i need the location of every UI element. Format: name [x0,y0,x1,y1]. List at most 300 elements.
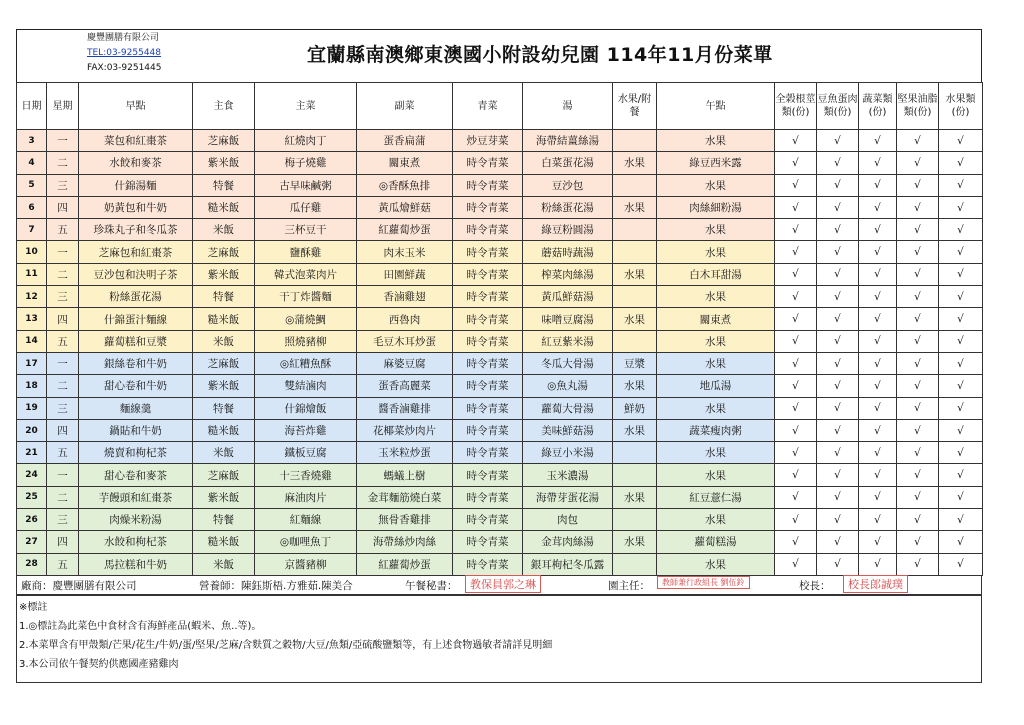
side-dish-cell: 西魯肉 [357,308,453,330]
company-tel[interactable]: TEL:03-9255448 [87,48,162,58]
portion-check-cell: √ [775,397,817,419]
fruit-cell [613,130,657,152]
portion-check-cell: √ [859,509,897,531]
vendor-label: 廠商：慶豐團膳有限公司 [21,579,137,592]
weekday-cell: 四 [47,308,79,330]
portion-check-cell: √ [897,130,939,152]
soup-cell: 榨菜肉絲湯 [523,263,613,285]
side-dish-cell: 玉米粒炒蛋 [357,442,453,464]
portion-check-cell: √ [897,486,939,508]
portion-check-cell: √ [939,174,983,196]
portion-check-cell: √ [859,442,897,464]
soup-cell: 綠豆小米湯 [523,442,613,464]
portion-check-cell: √ [859,308,897,330]
portion-check-cell: √ [859,219,897,241]
fruit-cell: 鮮奶 [613,397,657,419]
afternoon-snack-cell: 水果 [657,509,775,531]
staple-cell: 米飯 [193,553,255,575]
vegetable-cell: 時令青菜 [453,397,523,419]
portion-check-cell: √ [817,553,859,575]
page-title: 宜蘭縣南澳鄉東澳國小附設幼兒園 114年11月份菜單 [307,44,773,66]
soup-cell: 紅豆紫米湯 [523,330,613,352]
portion-check-cell: √ [859,397,897,419]
vegetable-cell: 時令青菜 [453,486,523,508]
portion-check-cell: √ [859,174,897,196]
weekday-cell: 三 [47,174,79,196]
column-header: 副菜 [357,83,453,130]
side-dish-cell: 紅蘿蔔炒蛋 [357,553,453,575]
main-dish-cell: 鐵板豆腐 [255,442,357,464]
table-row [17,464,983,486]
portion-check-cell: √ [897,464,939,486]
main-dish-cell: 梅子燒雞 [255,152,357,174]
date-cell: 11 [17,263,47,285]
weekday-cell: 三 [47,286,79,308]
sheet-header [16,29,982,82]
staple-cell: 紫米飯 [193,152,255,174]
side-dish-cell: 田園鮮蔬 [357,263,453,285]
breakfast-cell: 甜心卷和麥茶 [79,464,193,486]
portion-check-cell: √ [939,375,983,397]
staple-cell: 糙米飯 [193,196,255,218]
portion-check-cell: √ [775,308,817,330]
date-cell: 27 [17,531,47,553]
weekday-cell: 三 [47,397,79,419]
portion-check-cell: √ [859,419,897,441]
weekday-cell: 四 [47,196,79,218]
portion-check-cell: √ [859,352,897,374]
portion-check-cell: √ [817,219,859,241]
side-dish-cell: 關東煮 [357,152,453,174]
date-cell: 14 [17,330,47,352]
table-row [17,152,983,174]
weekday-cell: 一 [47,352,79,374]
main-dish-cell: ◎咖哩魚丁 [255,531,357,553]
side-dish-cell: 肉末玉米 [357,241,453,263]
director-stamp: 教師兼行政組長 劉伍鈴 [657,576,750,589]
table-body [17,130,983,576]
company-name: 慶豐團膳有限公司 [87,33,160,43]
main-dish-cell: 雙結滷肉 [255,375,357,397]
date-cell: 13 [17,308,47,330]
afternoon-snack-cell: 蔬菜瘦肉粥 [657,419,775,441]
staple-cell: 米飯 [193,219,255,241]
portion-check-cell: √ [897,509,939,531]
breakfast-cell: 豆沙包和決明子茶 [79,263,193,285]
portion-check-cell: √ [775,196,817,218]
table-row [17,263,983,285]
portion-check-cell: √ [775,553,817,575]
vegetable-cell: 時令青菜 [453,308,523,330]
portion-check-cell: √ [817,174,859,196]
fruit-cell [613,464,657,486]
staple-cell: 特餐 [193,397,255,419]
breakfast-cell: 蘿蔔糕和豆漿 [79,330,193,352]
staple-cell: 糙米飯 [193,419,255,441]
date-cell: 12 [17,286,47,308]
weekday-cell: 二 [47,486,79,508]
table-row [17,486,983,508]
fruit-cell [613,174,657,196]
portion-check-cell: √ [939,241,983,263]
main-dish-cell: 照燒豬柳 [255,330,357,352]
table-row [17,130,983,152]
vegetable-cell: 時令青菜 [453,419,523,441]
fruit-cell [613,553,657,575]
portion-check-cell: √ [817,442,859,464]
table-row [17,531,983,553]
staple-cell: 芝麻飯 [193,464,255,486]
afternoon-snack-cell: 水果 [657,352,775,374]
dietitian-label: 營養師：陳鈺斯梧.方雅茹.陳美合 [199,579,353,592]
portion-check-cell: √ [897,531,939,553]
main-dish-cell: 古早味鹹粥 [255,174,357,196]
staple-cell: 糙米飯 [193,531,255,553]
side-dish-cell: 花椰菜炒肉片 [357,419,453,441]
vegetable-cell: 時令青菜 [453,531,523,553]
afternoon-snack-cell: 水果 [657,553,775,575]
soup-cell: 冬瓜大骨湯 [523,352,613,374]
weekday-cell: 四 [47,419,79,441]
side-dish-cell: 黃瓜燴鮮菇 [357,196,453,218]
portion-check-cell: √ [817,286,859,308]
vegetable-cell: 時令青菜 [453,375,523,397]
signature-row [16,576,982,595]
fruit-cell [613,442,657,464]
portion-check-cell: √ [939,531,983,553]
soup-cell: ◎魚丸湯 [523,375,613,397]
portion-check-cell: √ [775,531,817,553]
afternoon-snack-cell: 肉絲細粉湯 [657,196,775,218]
portion-check-cell: √ [817,419,859,441]
breakfast-cell: 肉燥米粉湯 [79,509,193,531]
fruit-cell: 水果 [613,152,657,174]
portion-check-cell: √ [939,308,983,330]
portion-check-cell: √ [775,219,817,241]
table-row [17,553,983,575]
afternoon-snack-cell: 蘿蔔糕湯 [657,531,775,553]
vegetable-cell: 時令青菜 [453,509,523,531]
table-row [17,419,983,441]
soup-cell: 白菜蛋花湯 [523,152,613,174]
side-dish-cell: 金茸麵筋燒白菜 [357,486,453,508]
date-cell: 18 [17,375,47,397]
portion-check-cell: √ [775,419,817,441]
breakfast-cell: 燒賣和枸杞茶 [79,442,193,464]
weekday-cell: 一 [47,241,79,263]
main-dish-cell: 紅燒肉丁 [255,130,357,152]
portion-check-cell: √ [897,442,939,464]
portion-check-cell: √ [939,196,983,218]
staple-cell: 特餐 [193,286,255,308]
portion-check-cell: √ [817,263,859,285]
staple-cell: 糙米飯 [193,308,255,330]
breakfast-cell: 麵線羹 [79,397,193,419]
weekday-cell: 三 [47,509,79,531]
date-cell: 26 [17,509,47,531]
table-row [17,352,983,374]
breakfast-cell: 馬拉糕和牛奶 [79,553,193,575]
portion-check-cell: √ [939,553,983,575]
staple-cell: 米飯 [193,442,255,464]
portion-check-cell: √ [897,397,939,419]
side-dish-cell: 螞蟻上樹 [357,464,453,486]
side-dish-cell: 麻婆豆腐 [357,352,453,374]
breakfast-cell: 芝麻包和紅棗茶 [79,241,193,263]
table-row [17,219,983,241]
secretary-label: 午餐秘書： [405,579,458,592]
portion-check-cell: √ [817,352,859,374]
staple-cell: 紫米飯 [193,263,255,285]
portion-check-cell: √ [817,196,859,218]
portion-check-cell: √ [939,219,983,241]
staple-cell: 紫米飯 [193,486,255,508]
portion-check-cell: √ [775,352,817,374]
portion-check-cell: √ [859,553,897,575]
afternoon-snack-cell: 水果 [657,397,775,419]
weekday-cell: 二 [47,152,79,174]
date-cell: 5 [17,174,47,196]
column-header: 堅果油脂類(份) [897,83,939,130]
main-dish-cell: 麻油肉片 [255,486,357,508]
portion-check-cell: √ [939,352,983,374]
portion-check-cell: √ [775,509,817,531]
soup-cell: 蘑菇時蔬湯 [523,241,613,263]
note-3: 3.本公司依午餐契約供應國產豬雞肉 [19,658,179,670]
date-cell: 17 [17,352,47,374]
company-fax: FAX:03-9251445 [87,63,162,73]
staple-cell: 紫米飯 [193,375,255,397]
portion-check-cell: √ [897,174,939,196]
soup-cell: 銀耳枸杞冬瓜露 [523,553,613,575]
column-header: 主菜 [255,83,357,130]
vegetable-cell: 時令青菜 [453,464,523,486]
director-label: 園主任： [608,579,650,592]
date-cell: 20 [17,419,47,441]
table-row [17,375,983,397]
company-info [87,31,162,76]
column-header: 湯 [523,83,613,130]
staple-cell: 芝麻飯 [193,241,255,263]
weekday-cell: 一 [47,130,79,152]
table-row [17,174,983,196]
portion-check-cell: √ [897,308,939,330]
portion-check-cell: √ [775,241,817,263]
date-cell: 10 [17,241,47,263]
side-dish-cell: 海帶絲炒肉絲 [357,531,453,553]
main-dish-cell: 干丁炸醬麵 [255,286,357,308]
portion-check-cell: √ [897,241,939,263]
portion-check-cell: √ [775,152,817,174]
soup-cell: 肉包 [523,509,613,531]
side-dish-cell: ◎香酥魚排 [357,174,453,196]
portion-check-cell: √ [775,174,817,196]
portion-check-cell: √ [775,286,817,308]
portion-check-cell: √ [775,486,817,508]
date-cell: 6 [17,196,47,218]
fruit-cell [613,219,657,241]
portion-check-cell: √ [939,486,983,508]
vegetable-cell: 時令青菜 [453,196,523,218]
fruit-cell: 水果 [613,531,657,553]
fruit-cell: 水果 [613,486,657,508]
breakfast-cell: 芋饅頭和紅棗茶 [79,486,193,508]
principal-label: 校長： [799,579,831,592]
afternoon-snack-cell: 水果 [657,219,775,241]
breakfast-cell: 水餃和麥茶 [79,152,193,174]
portion-check-cell: √ [817,330,859,352]
portion-check-cell: √ [775,375,817,397]
portion-check-cell: √ [897,219,939,241]
date-cell: 4 [17,152,47,174]
vegetable-cell: 時令青菜 [453,174,523,196]
date-cell: 28 [17,553,47,575]
staple-cell: 特餐 [193,174,255,196]
vegetable-cell: 時令青菜 [453,352,523,374]
side-dish-cell: 紅蘿蔔炒蛋 [357,219,453,241]
portion-check-cell: √ [859,196,897,218]
soup-cell: 味噌豆腐湯 [523,308,613,330]
column-header: 全榖根莖類(份) [775,83,817,130]
vegetable-cell: 時令青菜 [453,152,523,174]
note-1: 1.◎標註為此菜色中食材含有海鮮產品(蝦米、魚..等)。 [19,620,262,632]
portion-check-cell: √ [817,152,859,174]
portion-check-cell: √ [817,308,859,330]
afternoon-snack-cell: 水果 [657,464,775,486]
fruit-cell: 水果 [613,196,657,218]
soup-cell: 美味鮮菇湯 [523,419,613,441]
fruit-cell: 水果 [613,263,657,285]
vegetable-cell: 時令青菜 [453,263,523,285]
breakfast-cell: 奶黃包和牛奶 [79,196,193,218]
portion-check-cell: √ [817,397,859,419]
fruit-cell [613,330,657,352]
portion-check-cell: √ [939,286,983,308]
soup-cell: 海帶芽蛋花湯 [523,486,613,508]
vegetable-cell: 時令青菜 [453,553,523,575]
portion-check-cell: √ [897,375,939,397]
breakfast-cell: 鍋貼和牛奶 [79,419,193,441]
afternoon-snack-cell: 水果 [657,174,775,196]
staple-cell: 米飯 [193,330,255,352]
date-cell: 25 [17,486,47,508]
portion-check-cell: √ [859,286,897,308]
portion-check-cell: √ [775,130,817,152]
column-header: 水果類(份) [939,83,983,130]
portion-check-cell: √ [775,263,817,285]
portion-check-cell: √ [939,464,983,486]
soup-cell: 黃瓜鮮菇湯 [523,286,613,308]
column-header: 主食 [193,83,255,130]
column-header: 青菜 [453,83,523,130]
portion-check-cell: √ [939,397,983,419]
portion-check-cell: √ [939,509,983,531]
side-dish-cell: 毛豆木耳炒蛋 [357,330,453,352]
portion-check-cell: √ [939,130,983,152]
portion-check-cell: √ [817,130,859,152]
portion-check-cell: √ [897,286,939,308]
date-cell: 21 [17,442,47,464]
breakfast-cell: 粉絲蛋花湯 [79,286,193,308]
note-2: 2.本菜單含有甲殼類/芒果/花生/牛奶/蛋/堅果/芝麻/含麩質之穀物/大豆/魚類/亞硫酸鹽類等，有上述食物過敏者請詳見明細 [19,639,553,651]
weekday-cell: 二 [47,263,79,285]
afternoon-snack-cell: 綠豆西米露 [657,152,775,174]
column-header: 水果/附餐 [613,83,657,130]
main-dish-cell: 三杯豆干 [255,219,357,241]
secretary-stamp: 教保員郭之琳 [465,575,541,593]
weekday-cell: 五 [47,553,79,575]
side-dish-cell: 蛋香高麗菜 [357,375,453,397]
date-cell: 7 [17,219,47,241]
portion-check-cell: √ [817,464,859,486]
portion-check-cell: √ [859,531,897,553]
fruit-cell [613,509,657,531]
staple-cell: 特餐 [193,509,255,531]
portion-check-cell: √ [859,464,897,486]
breakfast-cell: 銀絲卷和牛奶 [79,352,193,374]
staple-cell: 芝麻飯 [193,352,255,374]
afternoon-snack-cell: 水果 [657,130,775,152]
afternoon-snack-cell: 水果 [657,241,775,263]
vegetable-cell: 炒豆芽菜 [453,130,523,152]
weekday-cell: 一 [47,464,79,486]
side-dish-cell: 無骨香雞排 [357,509,453,531]
soup-cell: 粉絲蛋花湯 [523,196,613,218]
weekday-cell: 五 [47,442,79,464]
portion-check-cell: √ [817,241,859,263]
notes-heading: ※標註 [19,601,48,613]
vegetable-cell: 時令青菜 [453,330,523,352]
table-row [17,397,983,419]
portion-check-cell: √ [939,330,983,352]
portion-check-cell: √ [897,553,939,575]
side-dish-cell: 醬香滷雞排 [357,397,453,419]
afternoon-snack-cell: 水果 [657,442,775,464]
portion-check-cell: √ [859,241,897,263]
table-header-row [17,83,983,130]
main-dish-cell: ◎蒲燒鯛 [255,308,357,330]
portion-check-cell: √ [939,263,983,285]
portion-check-cell: √ [939,442,983,464]
side-dish-cell: 香滷雞翅 [357,286,453,308]
soup-cell: 玉米濃湯 [523,464,613,486]
date-cell: 3 [17,130,47,152]
table-row [17,442,983,464]
portion-check-cell: √ [859,486,897,508]
side-dish-cell: 蛋香扁蒲 [357,130,453,152]
portion-check-cell: √ [817,486,859,508]
menu-table [16,82,983,576]
afternoon-snack-cell: 地瓜湯 [657,375,775,397]
date-cell: 19 [17,397,47,419]
portion-check-cell: √ [897,196,939,218]
soup-cell: 綠豆粉圓湯 [523,219,613,241]
main-dish-cell: 紅麵線 [255,509,357,531]
portion-check-cell: √ [897,330,939,352]
fruit-cell: 水果 [613,419,657,441]
weekday-cell: 五 [47,330,79,352]
soup-cell: 金茸肉絲湯 [523,531,613,553]
portion-check-cell: √ [817,375,859,397]
afternoon-snack-cell: 水果 [657,330,775,352]
fruit-cell: 豆漿 [613,352,657,374]
portion-check-cell: √ [859,130,897,152]
portion-check-cell: √ [775,464,817,486]
portion-check-cell: √ [939,419,983,441]
fruit-cell [613,241,657,263]
afternoon-snack-cell: 白木耳甜湯 [657,263,775,285]
portion-check-cell: √ [897,152,939,174]
